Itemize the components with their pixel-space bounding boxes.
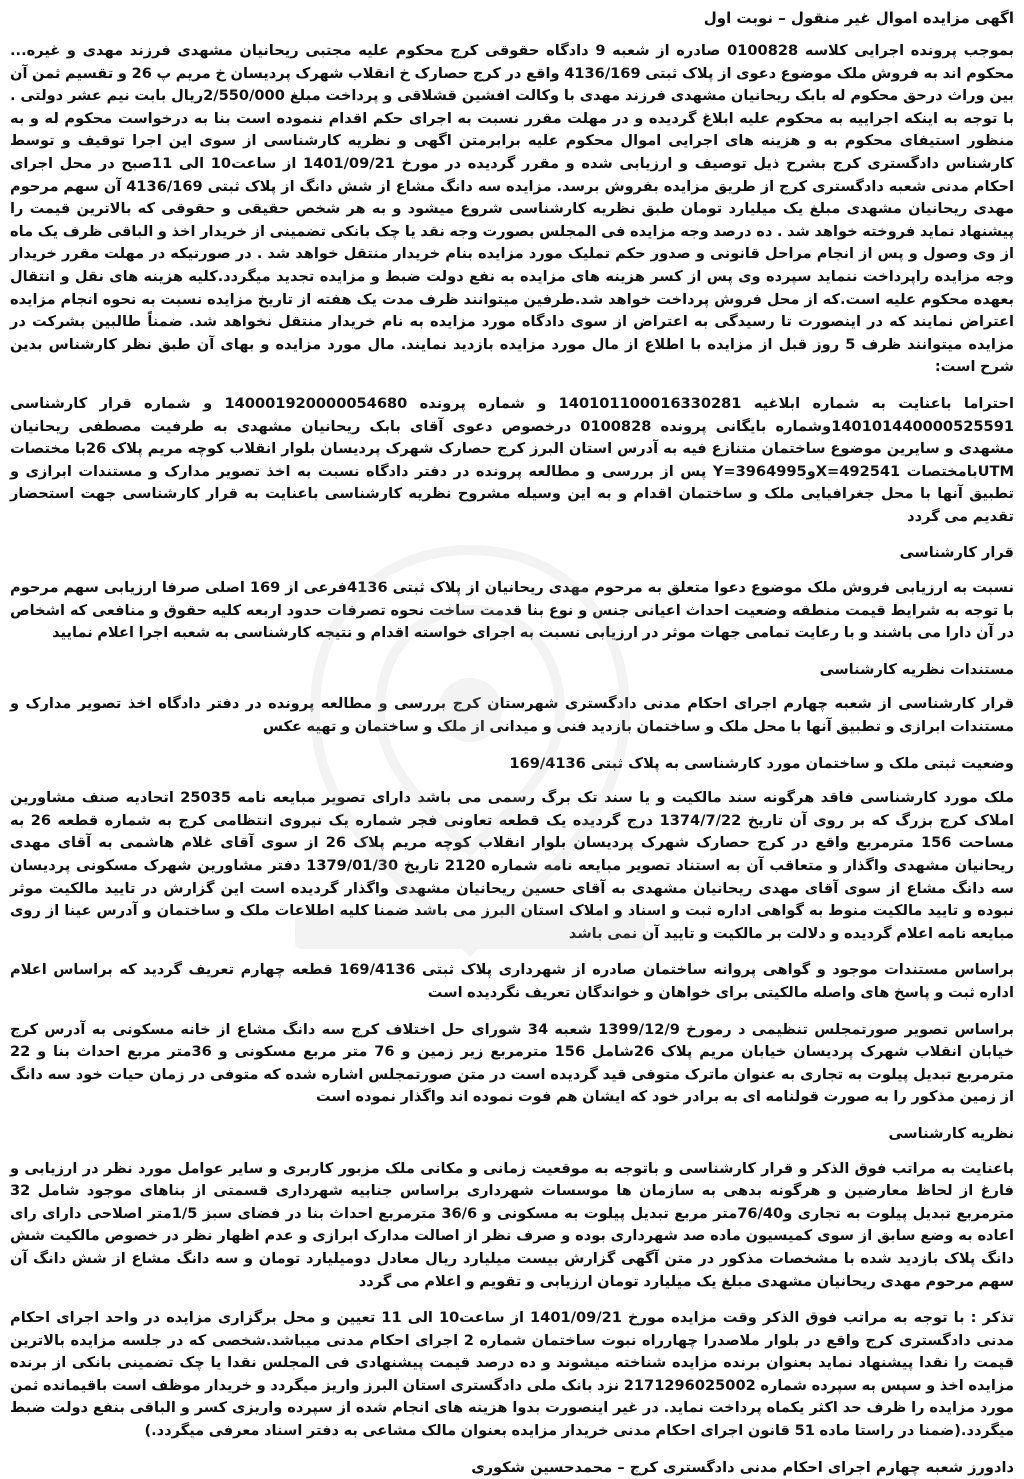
expert-opinion-heading: نظریه کارشناسی	[888, 1124, 1014, 1142]
notice-title: اگهی مزایده اموال غیر منقول – نوبت اول	[703, 9, 1014, 27]
expert-order-paragraph: نسبت به ارزیابی فروش ملک موضوع دعوا متعلق به مرحوم مهدی ریحانیان از پلاک ثبتی 4136فرعی از 169 اصلی صرفا ارزیابی سهم مرحوم با توجه به شرایط قیمت منطقه وضعیت احداث اعیانی جنس و نوع بنا قدمت ساخت نحوه تصرفات حدود اربعه کلیه حقوق و منافعی که اشخاص در آن دارا می باشند و با رعایت تمامی جهات موثر در ارزیابی نسبت به اجرای خواسته اقدام و نتیجه کارشناسی به شعبه اجرا اعلام نمایید	[10, 579, 1014, 642]
expert-opinion-paragraph: باعنایت به مراتب فوق الذکر و قرار کارشناسی و باتوجه به موقعیت زمانی و مکانی ملک مزبور کاربری و سایر عوامل مورد نظر در ارزیابی و فارغ از لحاظ معارضین و هرگونه بدهی به سازمان ها موسسات شهرداری براساس جنابیه شهرداری قسمتی از بناهای موجود شامل 32 مترمربع تبدیل پیلوت به تجاری و76/40متر مربع تبدیل پیلوت به مسکونی و 36/6 مترمربع احداث بنا در فضای سبز 1/5متر اصلاحی دارای رای اعاده به وضع سابق از سوی کمیسیون ماده صد شهرداری بوده و صرف نظر از اصالت مدارک ابرازی و عدم اظهار نظر در خصوص مالکیت شش دانگ پلاک بازدید شده با مشخصات مذکور در متن آگهی گزارش بیست میلیارد ریال معادل دومیلیارد تومان و سه دانگ مشاع از شش دانگ آن سهم مرحوم مهدی ریحانیان مشهدی مبلغ یک میلیارد تومان ارزیابی و تقویم و اعلام می گردد	[10, 1159, 1014, 1290]
auction-note-paragraph: تذکر : با توجه به مراتب فوق الذکر وقت مزایده مورخ 1401/09/21 از ساعت10 الی 11 تعیین و محل برگزاری مزایده در واحد اجرای احکام مدنی دادگستری کرج واقع در بلوار ملاصدرا چهارراه نبوت ساختمان شماره 2 اجرای احکام مدنی میباشد.شخصی که در جلسه مزایده بالاترین قیمت را نقدا پیشنهاد نماید بعنوان برنده مزایده شناخته میشوند و ده درصد قیمت پیشنهادی فی المجلس نقدا یا چک تضمینی بانکی از برنده مزایده اخذ و سپس به سپرده شماره 2171296025002 نزد بانک ملی دادگستری استان البرز واریز میگردد و خریدار موظف است باقیمانده ثمن مورد مزایده را ظرف حد اکثر یکماه پرداخت نماید. در غیر اینصورت بدوا هزینه های انجام شده از سپرده واریزی کسر و الباقی بنفع دولت ضبط میگردد.(ضمنا در راستا ماده 51 قانون اجرای احکام مدنی خریدار مزایده بعنوان مالک مشاعی به دفتر اسناد معرفی میگردد.)	[10, 1309, 1015, 1440]
expert-documents-paragraph: قرار کارشناسی از شعبه چهارم اجرای احکام مدنی دادگستری شهرستان کرج بررسی و مطالعه پرونده در دفتر دادگاه اخذ تصویر مدارک و مستندات ابرازی و تطبیق آنها با محل ملک و ساختمان بازدید فنی و میدانی از ملک و ساختمان و تهیه عکس	[10, 695, 1014, 736]
registration-status-paragraph: ملک مورد کارشناسی فاقد هرگونه سند مالکیت و یا سند تک برگ رسمی می باشد دارای تصویر مبایعه نامه 25035 اتحادیه صنف مشاورین املاک کرج بزرگ که بر روی آن تاریخ 1374/7/22 درج گردیده یک قطعه تعاونی فجر شماره یک نیروی انتظامی کرج به شماره قطعه 26 به مساحت 156 مترمربع واقع در کرج حصارک شهرک پردیسان بلوار انقلاب کوچه مریم پلاک 26 از سوی آقای غلام هاشمی به آقای مهدی ریحانیان مشهدی واگذار و متعاقب آن به استناد تصویر مبایعه نامه شماره 2120 تاریخ 1379/01/30 دفتر مشاورین شهرک مسکونی پردیسان سه دانگ مشاع از سوی آقای مهدی ریحانیان مشهدی به آقای حسین ریحانیان مشهدی واگذار گردیده است این گزارش در تایید مالکیت موثر نبوده و تایید مالکیت منوط به گواهی اداره ثبت و اسناد و املاک استان البرز می باشد ضمنا کلیه اطلاعات ملک و ساختمان و آدرس عینا از روی مبایعه نامه اعلام گردیده و دلالت بر مالکیت و تایید آن نمی باشد	[10, 789, 1015, 942]
expert-order-heading: قرار کارشناسی	[899, 544, 1014, 562]
intro-paragraph: بموجب پرونده اجرایی کلاسه 0100828 صادره از شعبه 9 دادگاه حقوقی کرج محکوم علیه مجتبی ریحانیان مشهدی فرزند مهدی و غیره... محکوم اند به فروش ملک موضوع دعوی از پلاک ثبتی 4136/169 واقع در کرج حصارک خ انقلاب شهرک پردیسان خ مریم پ 26 و تقسیم ثمن آن بین وراث درحق محکوم له بابک ریحانیان مشهدی فرزند مهدی با وکالت افشین قشلاقی و پرداخت مبلغ 2/550/000ریال بابت نیم عشر دولتی . با توجه به اینکه اجراییه به محکوم علیه ابلاغ گردیده و در مهلت مقرر نسبت به اجرای حکم اقدام ننموده است بنا به درخواست محکوم له و به منظور استیفای محکوم به و هزینه های اجرایی اموال محکوم علیه برابرمتن اگهی و نظریه کارشناسی از سوی این اجرا توقیف و توسط کارشناس دادگستری کرج بشرح ذیل توصیف و ارزیابی شده و مقرر گردیده در مورخ 1401/09/21 از ساعت10 الی 11صبح در محل اجرای احکام مدنی شعبه دادگستری کرج از طریق مزایده بفروش برسد. مزایده سه دانگ مشاع از شش دانگ از پلاک ثبتی 4136/169 آن سهم مرحوم مهدی ریحانیان مشهدی مبلغ یک میلیارد تومان طبق نظریه کارشناسی شروع میشود و به هر شخص حقیقی و حقوقی که بالاترین قیمت را پیشنهاد نماید فروخته خواهد شد . ده درصد وجه مزایده فی المجلس بصورت وجه نقد یا چک بانکی تضمینی از خریدار اخذ و الباقی ظرف یک ماه از وی وصول و پس از انجام مراحل قانونی و صدور حکم تملیک مورد مزایده بنام خریدار منتقل خواهد شد . در صورتیکه در مهلت مقرر خریدار وجه مزایده راپرداخت ننماید سپرده وی پس از کسر هزینه های مزایده به نفع دولت ضبط و مزایده تجدید میگردد.کلیه هزینه های نقل و انتقال بعهده محکوم علیه است.که از محل فروش پرداخت خواهد شد.طرفین میتوانند ظرف مدت یک هفته از تاریخ مزایده نسبت به نحوه انجام مزایده اعتراض نمایند که در اینصورت تا رسیدگی به اعتراض از سوی دادگاه مورد مزایده به نام خریدار منتقل نخواهد شد. ضمناً طالبین بشرکت در مزایده میتوانند ظرف 5 روز قبل از مزایده با اطلاع از مال مورد مزایده بازدید نمایند. مال مورد مزایده و بهای آن طبق نظر کارشناس بدین شرح است:	[10, 42, 1015, 376]
expert-documents-heading: مستندات نظریه کارشناسی	[819, 660, 1014, 678]
building-permit-paragraph: براساس مستندات موجود و گواهی پروانه ساختمان صادره از شهرداری پلاک ثبتی 169/4136 قطعه چهارم تعریف گردید که براساس اعلام اداره ثبت و پاسخ های واصله مالکیتی برای خواهان و خواندگان تعریف نگردیده است	[10, 961, 1014, 1001]
council-minutes-paragraph: براساس تصویر صورتمجلس تنظیمی د رمورخ 1399/12/9 شعبه 34 شورای حل اختلاف کرج سه دانگ مشاع از خانه مسکونی به آدرس کرج خیابان انقلاب شهرک پردیسان خیابان مریم پلاک 26شامل 156 مترمربع زیر زمین و 76 متر مربع مسکونی و 36متر مربع احداث بنا و 22 مترمربع تبدیل پیلوت به تجاری به عنوان ماترک متوفی قید گردیده است در متن صورتمجلس اشاره شده که متوفی در زمان حیات خود سه دانگ از زمین مذکور را به صورت قولنامه ای به برادر خود که ایشان هم فوت نموده اند واگذار نموده است	[10, 1020, 1014, 1106]
expert-reference-paragraph: احتراما باعنایت به شماره ابلاغیه 140101100016330281 و شماره پرونده 140001920000054680 و شماره قرار کارشناسی 140101440000525591وشماره بایگانی پرونده 0100828 درخصوص دعوی آقای بابک ریحانیان مشهدی به طرفیت مصطفی ریحانیان مشهدی و سایرین موضوع ساختمان متنازع فیه به آدرس استان البرز کرج حصارک شهرک پردیسان بلوار انقلاب کوچه مریم پلاک 26با مختصات UTMبامختصات X=492541وY=3964995 پس از بررسی و مطالعه پرونده در دفتر دادگاه نسبت به اخذ تصویر مدارک و مستندات ابرازی و تطبیق آنها با محل جغرافیایی ملک و ساختمان اقدام و به این وسیله مشروح نظریه کارشناسی باعنایت به قرار کارشناسی جهت استحضار تقدیم می گردد	[10, 394, 1015, 525]
registration-status-heading: وضعیت ثبتی ملک و ساختمان مورد کارشناسی به پلاک ثبتی 169/4136	[509, 754, 1014, 772]
signature-line: دادورز شعبه چهارم اجرای احکام مدنی دادگستری کرج – محمدحسین شکوری	[471, 1458, 1014, 1476]
